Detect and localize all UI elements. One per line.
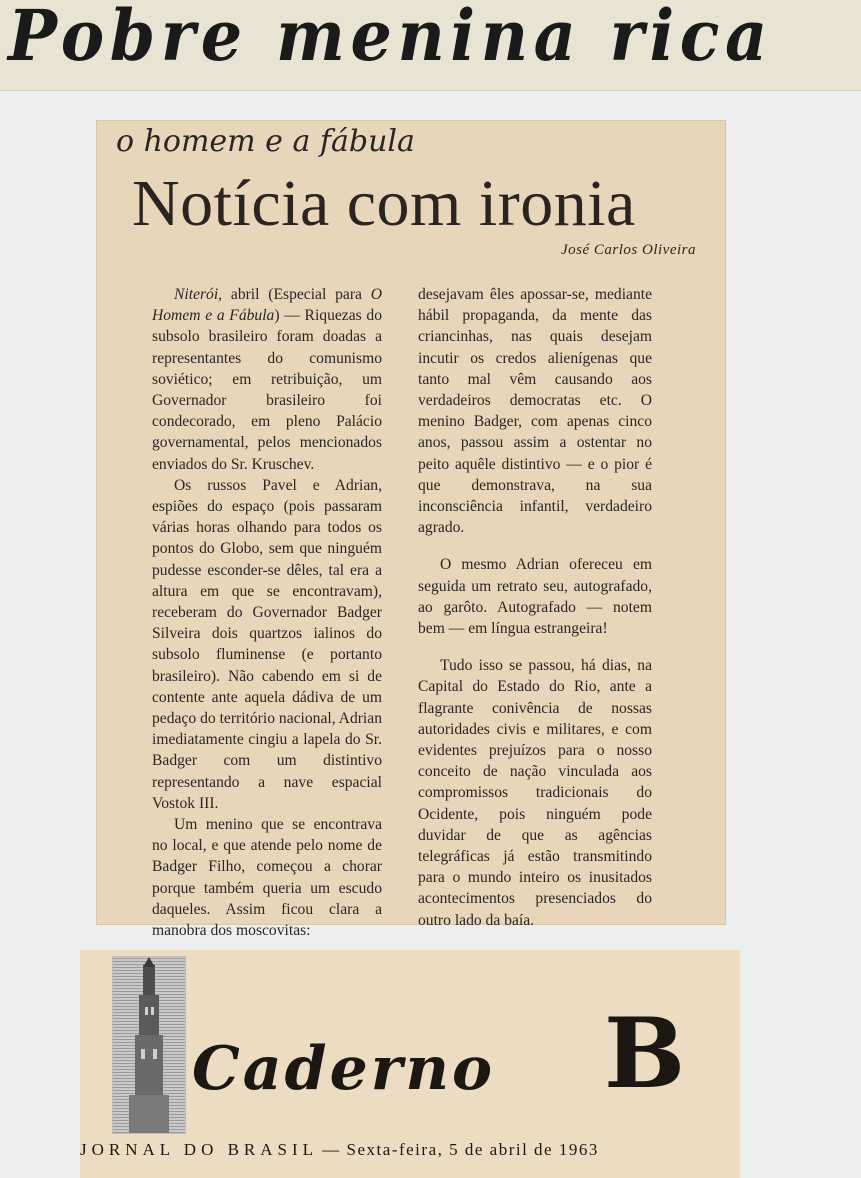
top-header-strip (0, 0, 861, 91)
section-name: Caderno (192, 1034, 496, 1104)
paragraph-italic-text: O Homem e a Fábula (152, 286, 382, 325)
tower-illustration-icon (112, 956, 186, 1134)
paragraph-text: ) — Riquezas do subsolo brasileiro foram doadas a representantes do comunismo soviético; em retribuição, um Governador brasileiro foi condecorado, em pleno Palácio governamental, pelos mencionados enviados do Sr. Kruschev. (152, 307, 382, 473)
paragraph: Um menino que se encontrava no local, e que atende pelo nome de Badger Filho, começou a chorar porque também queria um escudo daqueles. Assim ficou clara a manobra dos moscovitas: (152, 816, 382, 940)
article-column-left (152, 284, 382, 941)
page-title: Pobre menina rica (8, 0, 773, 77)
paragraph: desejavam êles apossar-se, mediante hábil propaganda, da mente das criancinhas, nas quais desejam incutir os credos alienígenas que tanto mal vêm causando aos verdadeiros democratas etc. O menino Badger, com apenas cinco anos, passou assim a ostentar no peito aquêle distintivo — e o pior é que demonstrava, na sua inconsciência infantil, verdadeiro agrado. (418, 286, 652, 537)
section-letter: B (604, 997, 686, 1110)
publication-name: JORNAL DO BRASIL (80, 1140, 319, 1159)
column-kicker: o homem e a fábula (116, 124, 415, 159)
publication-dateline (80, 1140, 740, 1160)
paragraph-text: abril (Especial para (222, 286, 371, 303)
paragraph: Tudo isso se passou, há dias, na Capital do Estado do Rio, ante a flagrante conivência de nossas autoridades civis e militares, e com evidentes prejuízos para o nosso conceito de nação vinculada aos compromissos tradicionais do Ocidente, pois ninguém pode duvidar de que as agências telegráficas já estão transmitindo para o mundo inteiro os inusitados acontecimentos presenciados do outro lado da baía. (418, 657, 652, 929)
article-column-right (418, 284, 652, 931)
section-footer (80, 950, 740, 1178)
tower-illustration-icon (113, 957, 185, 1133)
article-byline: José Carlos Oliveira (561, 242, 696, 258)
paragraph (152, 284, 382, 475)
article-headline: Notícia com ironia (132, 167, 636, 240)
dateline-place: Niterói, (174, 286, 223, 303)
paragraph: O mesmo Adrian ofereceu em seguida um retrato seu, autografado, ao garôto. Autografado — notem bem — em língua estrangeira! (418, 556, 652, 638)
paragraph: Os russos Pavel e Adrian, espiões do espaço (pois passaram várias horas olhando para todos os pontos do Globo, sem que ninguém pudesse esconder-se dêles, tal era a altura em que se encontravam), receberam do Governador Badger Silveira dois quartzos ialinos do subsolo fluminense (e portanto brasileiro). Não cabendo em si de contente ante aquela dádiva de um pedaço do território nacional, Adrian imediatamente cingiu a lapela do Sr. Badger com um distintivo representando a nave espacial Vostok III. (152, 476, 382, 812)
newspaper-clipping (96, 120, 726, 940)
publication-date: — Sexta-feira, 5 de abril de 1963 (322, 1140, 599, 1159)
